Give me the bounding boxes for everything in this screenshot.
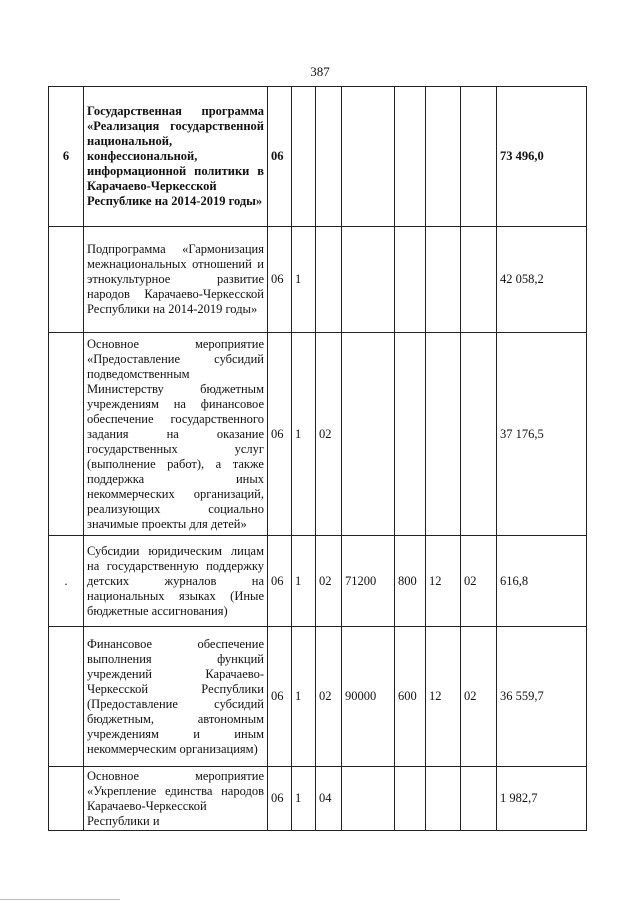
row-description: Финансовое обеспечение выполнения функций учреждений Карачаево-Черкесской Республики (Предоставление субсидий бюджетным, автономным учреждениям и иным некоммерческим организациям) bbox=[84, 627, 268, 767]
code-expense-type bbox=[395, 333, 426, 536]
row-amount: 36 559,7 bbox=[497, 627, 587, 767]
code-subprogram: 1 bbox=[292, 627, 316, 767]
code-section bbox=[426, 227, 461, 333]
table-row-subprogram bbox=[49, 227, 587, 333]
code-direction bbox=[342, 87, 395, 227]
code-subprogram bbox=[292, 87, 316, 227]
row-amount: 1 982,7 bbox=[497, 767, 587, 831]
code-program: 06 bbox=[268, 536, 292, 627]
code-section bbox=[426, 333, 461, 536]
code-event: 04 bbox=[316, 767, 342, 831]
code-event: 02 bbox=[316, 536, 342, 627]
code-expense-type: 800 bbox=[395, 536, 426, 627]
code-subprogram: 1 bbox=[292, 227, 316, 333]
row-number bbox=[49, 767, 84, 831]
row-description: Подпрограмма «Гармонизация межнациональных отношений и этнокультурное развитие народов Карачаево-Черкесской Республики на 2014-2019 годы» bbox=[84, 227, 268, 333]
code-subsection bbox=[461, 87, 497, 227]
table-row-subsidy bbox=[49, 536, 587, 627]
code-subsection bbox=[461, 767, 497, 831]
row-amount: 42 058,2 bbox=[497, 227, 587, 333]
table-row-financing bbox=[49, 627, 587, 767]
code-event bbox=[316, 87, 342, 227]
table-row-program bbox=[49, 87, 587, 227]
code-direction bbox=[342, 227, 395, 333]
code-expense-type: 600 bbox=[395, 627, 426, 767]
code-direction bbox=[342, 767, 395, 831]
code-subprogram: 1 bbox=[292, 333, 316, 536]
code-direction: 90000 bbox=[342, 627, 395, 767]
row-number: . bbox=[49, 536, 84, 627]
code-section: 12 bbox=[426, 627, 461, 767]
row-description: Государственная программа «Реализация государственной национальной, конфессиональной, информационной политики в Карачаево-Черкесской Республике на 2014-2019 годы» bbox=[84, 87, 268, 227]
table-row-main-event bbox=[49, 333, 587, 536]
code-section bbox=[426, 87, 461, 227]
row-amount: 37 176,5 bbox=[497, 333, 587, 536]
code-event: 02 bbox=[316, 627, 342, 767]
code-subsection bbox=[461, 333, 497, 536]
code-event: 02 bbox=[316, 333, 342, 536]
row-number bbox=[49, 627, 84, 767]
code-subsection: 02 bbox=[461, 627, 497, 767]
row-description: Основное мероприятие «Предоставление субсидий подведомственным Министерству бюджетным учреждениям на финансовое обеспечение государственного задания на оказание государственных услуг (выполнение работ), а также поддержка иных некоммерческих организаций, реализующих социально значимые проекты для детей» bbox=[84, 333, 268, 536]
row-amount: 73 496,0 bbox=[497, 87, 587, 227]
page-number: 387 bbox=[310, 64, 330, 79]
code-program: 06 bbox=[268, 333, 292, 536]
code-subsection bbox=[461, 227, 497, 333]
code-program: 06 bbox=[268, 767, 292, 831]
code-expense-type bbox=[395, 87, 426, 227]
code-event bbox=[316, 227, 342, 333]
row-amount: 616,8 bbox=[497, 536, 587, 627]
code-program: 06 bbox=[268, 87, 292, 227]
budget-table bbox=[48, 86, 587, 831]
code-program: 06 bbox=[268, 227, 292, 333]
code-subprogram: 1 bbox=[292, 767, 316, 831]
row-description: Субсидии юридическим лицам на государственную поддержку детских журналов на национальных языках (Иные бюджетные ассигнования) bbox=[84, 536, 268, 627]
code-section: 12 bbox=[426, 536, 461, 627]
code-direction bbox=[342, 333, 395, 536]
row-number bbox=[49, 227, 84, 333]
code-expense-type bbox=[395, 227, 426, 333]
code-section bbox=[426, 767, 461, 831]
table-row-unity-event bbox=[49, 767, 587, 831]
code-subsection: 02 bbox=[461, 536, 497, 627]
row-description: Основное мероприятие «Укрепление единства народов Карачаево-Черкесской Республики и bbox=[84, 767, 268, 831]
scan-artifact-line bbox=[0, 899, 120, 900]
code-subprogram: 1 bbox=[292, 536, 316, 627]
row-number: 6 bbox=[49, 87, 84, 227]
row-number bbox=[49, 333, 84, 536]
code-expense-type bbox=[395, 767, 426, 831]
code-program: 06 bbox=[268, 627, 292, 767]
code-direction: 71200 bbox=[342, 536, 395, 627]
